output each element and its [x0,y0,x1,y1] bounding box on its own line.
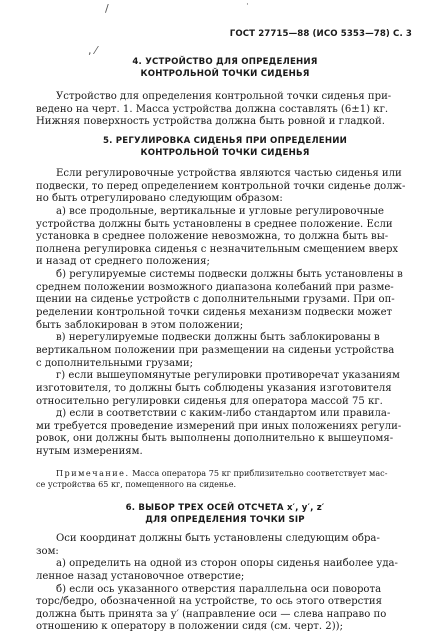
item-b-line: среднем положении возможного диапазона колебаний при разме- [36,281,394,293]
item-b-line: быть заблокирован в этом положении; [36,319,244,331]
item-a-line: и назад от среднего положения; [36,256,210,268]
item-v-line: в) нерегулируемые подвески должны быть заблокированы в [56,332,380,344]
margin-mark: , ⁄ [88,44,97,57]
note-line: се устройства 65 кг, помещенного на сиденье. [36,479,237,489]
note-label: Примечание. [56,468,130,478]
item-b-line: б) если ось указанного отверстия параллельна оси поворота [56,583,382,595]
item-v-line: вертикальном положении при размещении на сиденьи устройства [36,344,395,356]
item-a-line: а) все продольные, вертикальные и угловые регулировочные [56,205,384,217]
item-a-line: а) определить на одной из сторон опоры сиденья наиболее уда- [56,558,398,570]
margin-mark: · [246,0,249,10]
heading-line: КОНТРОЛЬНОЙ ТОЧКИ СИДЕНЬЯ [140,148,310,159]
item-b-line: щении на сиденье устройств с дополнительными грузами. При оп- [36,294,395,306]
heading-line: 4. УСТРОЙСТВО ДЛЯ ОПРЕДЕЛЕНИЯ [132,57,318,67]
item-v-line: с дополнительными грузами; [36,357,194,369]
text-line: Нижняя поверхность устройства должна быть ровной и гладкой. [36,116,385,128]
page-header: ГОСТ 27715—88 (ИСО 5353—78) С. 3 [229,29,412,39]
margin-mark: / [105,2,109,15]
text-line: но быть отрегулировано следующим образом: [36,193,283,205]
item-a-line: установка в среднее положение невозможна, то должна быть вы- [36,231,389,243]
text-line: зом: [36,545,59,557]
heading-line: КОНТРОЛЬНОЙ ТОЧКИ СИДЕНЬЯ [140,69,310,80]
section-5-heading [40,135,410,159]
text-line: Устройство для определения контрольной точки сиденья при- [56,91,392,102]
item-a-line: устройства должны быть установлены в среднее положение. Если [36,218,393,230]
section-4-heading [40,56,410,80]
section-6-body [36,533,412,634]
text-line: ведено на черт. 1. Масса устройства должна составлять (6±1) кг. [36,103,389,115]
heading-line: 5. РЕГУЛИРОВКА СИДЕНЬЯ ПРИ ОПРЕДЕЛЕНИИ [102,136,348,146]
item-b-line: отношению к оператору в положении сидя (см. черт. 2)); [36,621,343,633]
text-line: подвески, то перед определением контрольной точки сиденье долж- [36,180,406,192]
item-d-line: д) если в соответствии с каким-либо стандартом или правила- [56,408,391,420]
item-b-line: ределении контрольной точки сиденья механизм подвески может [36,307,393,319]
item-d-line: ми требуется проведение измерений при иных положениях регули- [36,420,402,432]
section-4-paragraph [36,91,412,129]
item-b-line: должна быть принята за y′ (направление оси — слева направо по [36,608,387,620]
item-b-line: торс/бедро, обозначенной на устройстве, то ось этого отверстия [36,596,383,608]
text-line: Если регулировочные устройства являются частью сиденья или [56,168,402,179]
item-a-line: ленное назад установочное отверстие; [36,570,245,582]
item-d-line: нутым измерениям. [36,446,143,458]
item-g-line: изготовителя, то должны быть соблюдены указания изготовителя [36,382,392,394]
note-line [36,468,412,479]
item-b-line: б) регулируемые системы подвески должны быть установлены в [56,269,403,281]
note-text: Масса оператора 75 кг приблизительно соответствует мас- [129,468,388,478]
item-d-line: ровок, они должны быть выполнены дополнительно к вышеупомя- [36,433,394,445]
item-g-line: относительно регулировки сиденья для оператора массой 75 кг. [36,395,383,407]
item-a-line: полнена регулировка сиденья с незначительным смещением вверх [36,243,399,255]
section-5-note [36,468,412,490]
heading-line: ДЛЯ ОПРЕДЕЛЕНИЯ ТОЧКИ SIP [145,515,305,526]
section-5-body [36,168,412,459]
heading-line: 6. ВЫБОР ТРЕХ ОСЕЙ ОТСЧЕТА x′, y′, z′ [125,503,325,513]
section-6-heading [40,502,410,526]
text-line: Оси координат должны быть установлены следующим обра- [56,533,380,544]
item-g-line: г) если вышеупомянутые регулировки противоречат указаниям [56,370,400,382]
